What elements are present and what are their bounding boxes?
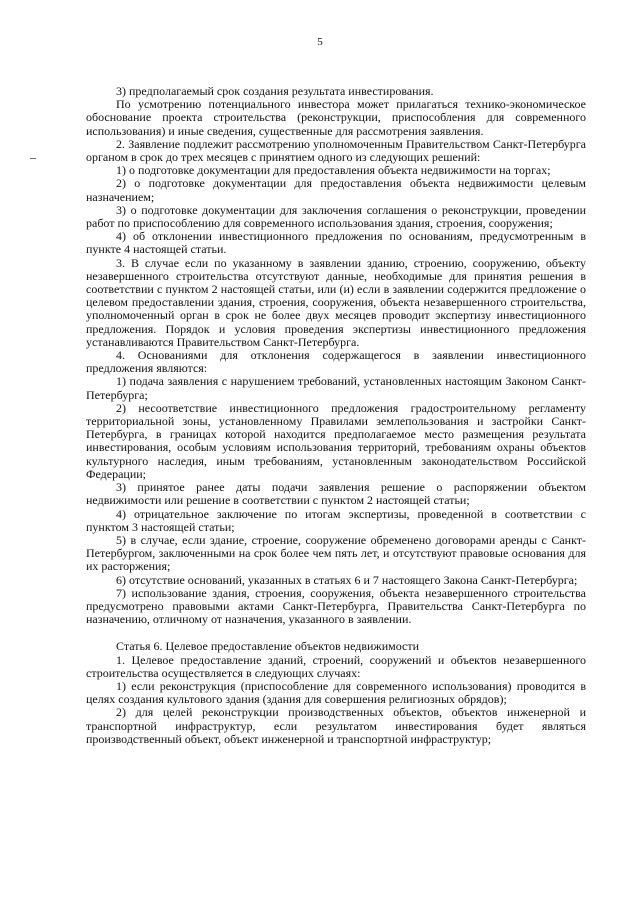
paragraph: 4) отрицательное заключение по итогам экспертизы, проведенной в соответствии с пунктом 3 настоящей статьи; [86, 506, 586, 534]
paragraph: 4. Основаниями для отклонения содержащегося в заявлении инвестиционного предложения являются: [86, 348, 586, 376]
paragraph: 2) несоответствие инвестиционного предложения градостроительному регламенту территориальной зоны, установленному Правилами землепользования и застройки Санкт-Петербурга, в границах которой находится предполагаемое место размещения результата инвестирования, особым условиям использования территорий, требованиям охраны объектов культурного наследия, иным требованиям, установленным законодательством Российской Федерации; [86, 400, 586, 481]
paragraph: 5) в случае, если здание, строение, сооружение обременено договорами аренды с Санкт-Петербургом, заключенными на срок более чем пять лет, и отсутствуют правовые основания для их расторжения; [86, 532, 586, 574]
paragraph: 2) о подготовке документации для предоставления объекта недвижимости целевым назначением; [86, 176, 586, 204]
paragraph: 3) принятое ранее даты подачи заявления решение о распоряжении объектом недвижимости или решение в соответствии с пунктом 2 настоящей статьи; [86, 480, 586, 508]
paragraph: 2) для целей реконструкции производственных объектов, объектов инженерной и транспортной инфраструктур, если результатом инвестирования будет являться производственный объект, объект инженерной и транспортной инфраструктур; [86, 705, 586, 746]
paragraph: 3) о подготовке документации для заключения соглашения о реконструкции, проведении работ по приспособлению для современного использования здания, строения, сооружения; [86, 202, 586, 231]
paragraph: 3) предполагаемый срок создания результата инвестирования. [116, 84, 434, 98]
paragraph: 2. Заявление подлежит рассмотрению уполномоченным Правительством Санкт-Петербурга органом в срок до трех месяцев с принятием одного из следующих решений: [86, 136, 586, 165]
paragraph: 7) использование здания, строения, сооружения, объекта незавершенного строительства предусмотрено правовыми актами Санкт-Петербурга, Правительства Санкт-Петербурга по назначению, отличному от назначения, указанного в заявлении. [86, 585, 586, 627]
article-heading: Статья 6. Целевое предоставление объектов недвижимости [116, 639, 420, 654]
paragraph: 1) подача заявления с нарушением требований, установленных настоящим Законом Санкт-Петербурга; [86, 374, 586, 402]
paragraph: 3. В случае если по указанному в заявлении зданию, строению, сооружению, объекту незавершенного строительства отсутствуют данные, необходимые для принятия решения в соответствии с пунктом 2 настоящей статьи, или (и) если в заявлении содержится предложение о целевом предоставлении здания, строения, сооружения, объекта незавершенного строительства, уполномоченный орган в срок не более двух месяцев проводит экспертизу инвестиционного предложения. Порядок и условия проведения экспертизы инвестиционного предложения устанавливаются Правительством Санкт-Петербурга. [86, 255, 586, 349]
paragraph: 6) отсутствие оснований, указанных в статьях 6 и 7 настоящего Закона Санкт-Петербурга; [116, 572, 578, 587]
paragraph: 1) о подготовке документации для предоставления объекта недвижимости на торгах; [116, 163, 551, 178]
page-number: 5 [317, 36, 323, 48]
paragraph: 1) если реконструкция (приспособление для современного использования) проводится в целях создания культового здания (здания для совершения религиозных обрядов); [86, 678, 586, 707]
paragraph: По усмотрению потенциального инвестора может прилагаться технико-экономическое обоснование проекта строительства (реконструкции, приспособления для современного использования) и иные сведения, существенные для рассмотрения заявления. [86, 97, 586, 138]
body-text [86, 85, 586, 746]
margin-mark [30, 158, 36, 159]
paragraph: 1. Целевое предоставление зданий, строений, сооружений и объектов незавершенного строительства осуществляется в следующих случаях: [86, 652, 586, 680]
paragraph: 4) об отклонении инвестиционного предложения по основаниям, предусмотренным в пункте 4 настоящей статьи. [86, 229, 586, 257]
